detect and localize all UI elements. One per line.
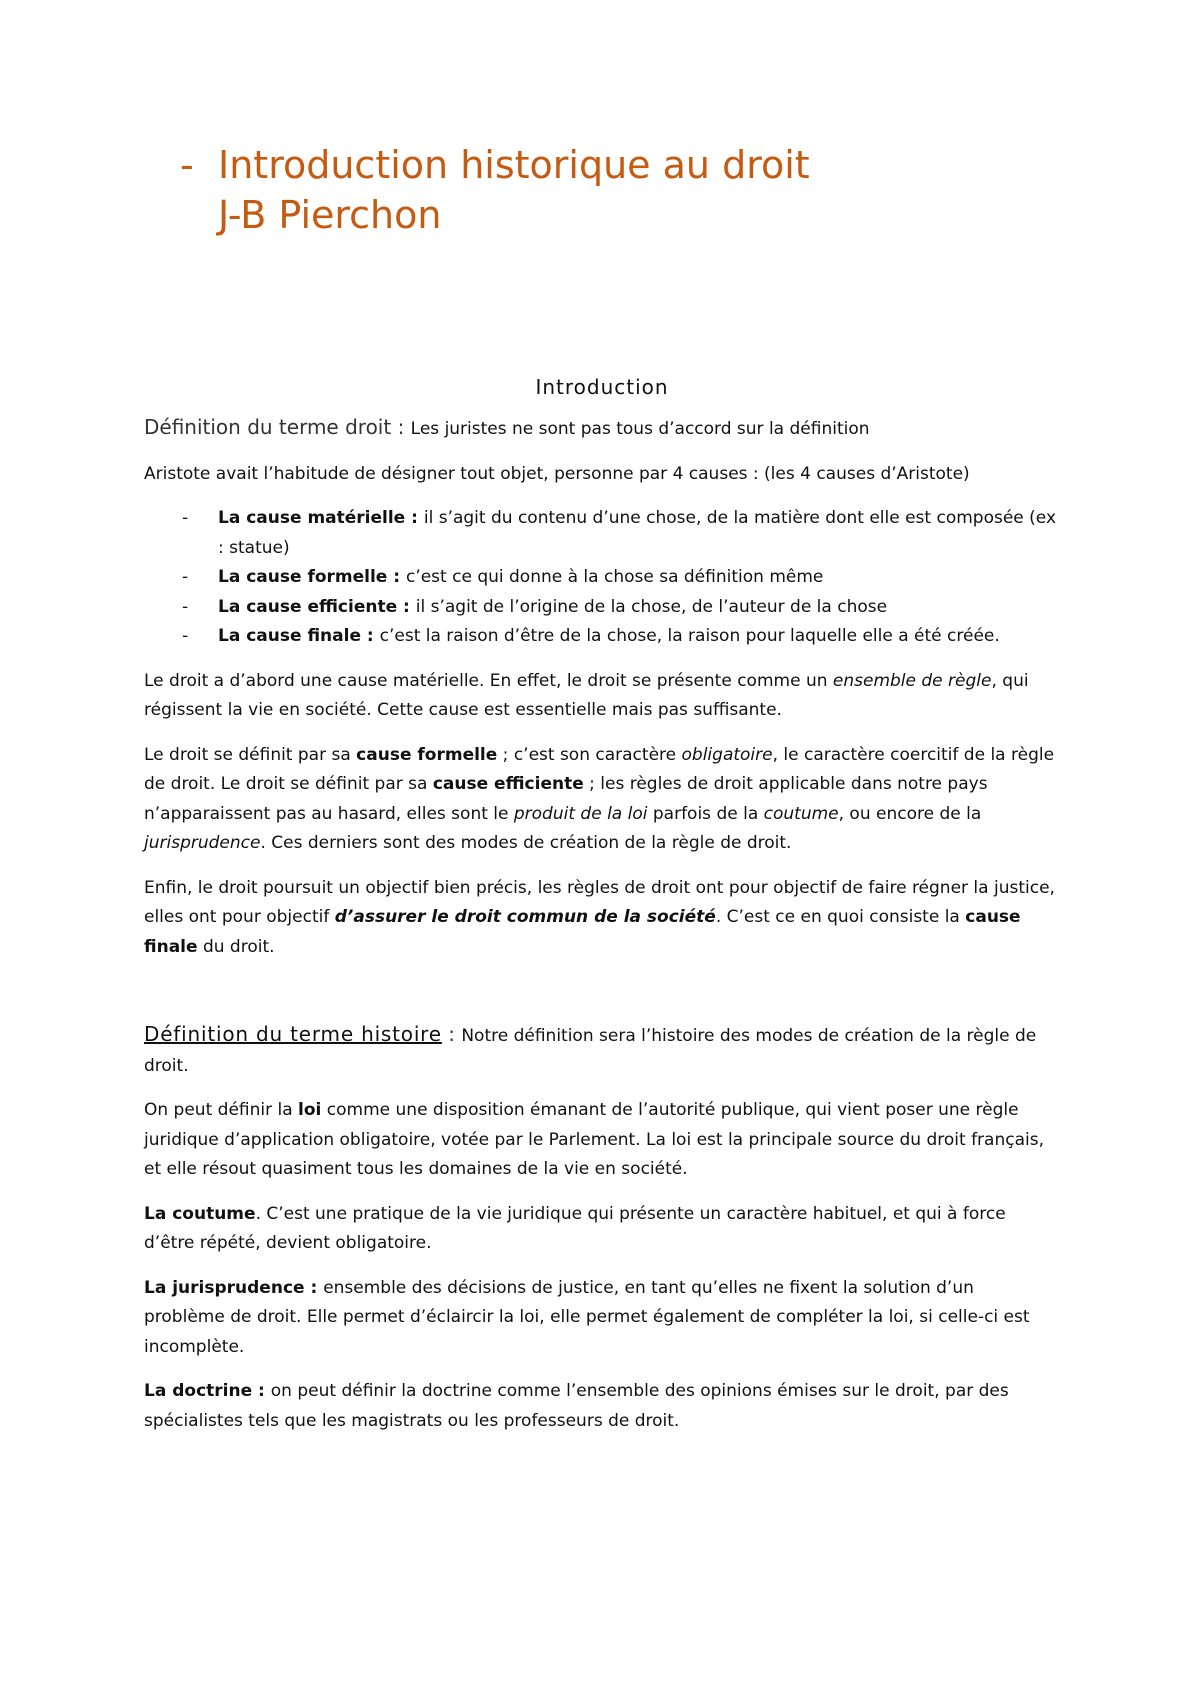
bold-run: cause finale	[144, 907, 1021, 957]
paragraph-coutume	[144, 1200, 1060, 1259]
document-body	[144, 373, 1060, 1451]
text-run: Enfin, le droit poursuit un objectif bien précis, les règles de droit ont pour objectif de faire régner la justice, elles ont pour objectif	[144, 877, 1055, 927]
definition-histoire-text: Notre définition sera l’histoire des modes de création de la règle de droit.	[144, 1026, 1037, 1076]
text-run: , qui régissent la vie en société. Cette cause est essentielle mais pas suffisante.	[144, 670, 1029, 720]
text-run: , le caractère coercitif de la règle de droit. Le droit se définit par sa	[144, 744, 1055, 794]
text-run: . C’est ce en quoi consiste la	[715, 907, 966, 927]
document-title	[180, 140, 810, 240]
text-run: comme une disposition émanant de l’autorité publique, qui vient poser une règle juridique d’application obligatoire, votée par le Parlement. La loi est la principale source du droit français, et elle résout quasiment tous les domaines de la vie en société.	[144, 1100, 1044, 1179]
text-run: ; c’est son caractère	[497, 744, 682, 765]
cause-text: c’est la raison d’être de la chose, la raison pour laquelle elle a été créée.	[379, 626, 1000, 646]
cause-separator: :	[387, 567, 406, 587]
title-dash: -	[180, 143, 194, 187]
definition-histoire-label: Définition du terme histoire	[144, 1022, 442, 1046]
text-run: Le droit se définit par sa	[144, 744, 357, 765]
text-run: On peut définir la	[144, 1100, 299, 1120]
bold-run: La jurisprudence	[144, 1277, 305, 1298]
list-item	[144, 593, 1060, 623]
cause-separator: :	[397, 596, 416, 617]
bold-run: cause formelle	[356, 744, 498, 765]
definition-droit-text: Les juristes ne sont pas tous d’accord sur la définition	[410, 419, 870, 439]
text-run: Le droit a d’abord une cause matérielle. En effet, le droit se présente comme un	[144, 670, 833, 691]
definition-histoire	[144, 1020, 1060, 1081]
paragraph-cause-finale	[144, 874, 1060, 963]
cause-term: La cause formelle	[218, 567, 388, 587]
bullet-dash: -	[182, 567, 189, 587]
text-run: ensemble des décisions de justice, en tant qu’elles ne fixent la solution d’un problème de droit. Elle permet d’éclaircir la loi, elle permet également de compléter la loi, si celle-ci est incomplète.	[144, 1277, 1030, 1357]
italic-run: obligatoire	[681, 744, 773, 765]
paragraph-cause-materielle	[144, 667, 1060, 726]
cause-term: La cause finale	[218, 626, 361, 646]
bold-run: La doctrine	[144, 1381, 253, 1401]
section-spacer	[144, 977, 1060, 1020]
cause-separator: :	[405, 508, 424, 528]
italic-run: ensemble de règle	[832, 670, 992, 691]
italic-run: jurisprudence	[144, 833, 261, 853]
definition-droit-label: Définition du terme droit	[144, 415, 392, 439]
paragraph-loi	[144, 1096, 1060, 1185]
cause-term: La cause efficiente	[218, 596, 398, 617]
list-item	[144, 563, 1060, 593]
aristote-paragraph: Aristote avait l’habitude de désigner tout objet, personne par 4 causes : (les 4 causes d’Aristote)	[144, 463, 970, 484]
definition-droit	[144, 413, 1060, 445]
bold-run: cause efficiente	[432, 774, 584, 794]
text-run: , ou encore de la	[838, 803, 982, 824]
bold-separator: :	[252, 1381, 271, 1401]
cause-separator: :	[360, 626, 380, 646]
text-run: ; les règles de droit applicable dans notre pays n’apparaissent pas au hasard, elles sont le	[144, 774, 988, 824]
italic-run: coutume	[763, 803, 839, 824]
italic-run: produit de la loi	[513, 803, 648, 824]
text-run: on peut définir la doctrine comme l’ensemble des opinions émises sur le droit, par des spécialistes tels que les magistrats ou les professeurs de droit.	[144, 1381, 1009, 1431]
title-line-2: J-B Pierchon	[218, 193, 442, 237]
bullet-dash: -	[182, 596, 189, 617]
text-run: . Ces derniers sont des modes de création de la règle de droit.	[260, 833, 792, 853]
introduction-heading: Introduction	[535, 375, 669, 399]
cause-text: il s’agit de l’origine de la chose, de l’auteur de la chose	[415, 596, 888, 617]
text-run: parfois de la	[647, 803, 764, 824]
cause-text: il s’agit du contenu d’une chose, de la matière dont elle est composée (ex : statue)	[218, 508, 1057, 558]
cause-term: La cause matérielle	[218, 508, 406, 528]
bold-run: loi	[298, 1100, 322, 1120]
cause-text: c’est ce qui donne à la chose sa définition même	[405, 567, 824, 587]
bold-italic-run: d’assurer le droit commun de la société	[334, 907, 716, 927]
bullet-dash: -	[182, 508, 189, 528]
bullet-dash: -	[182, 626, 189, 646]
paragraph-doctrine	[144, 1377, 1060, 1436]
text-run: du droit.	[197, 936, 275, 957]
bold-separator: :	[304, 1277, 324, 1298]
text-run: . C’est une pratique de la vie juridique qui présente un caractère habituel, et qui à force d’être répété, devient obligatoire.	[144, 1203, 1006, 1253]
definition-droit-separator: :	[391, 415, 411, 439]
list-item	[144, 504, 1060, 563]
definition-histoire-separator: :	[441, 1022, 462, 1046]
list-item	[144, 622, 1060, 652]
paragraph-jurisprudence	[144, 1274, 1060, 1363]
bold-run: La coutume	[144, 1203, 256, 1224]
causes-list	[144, 504, 1060, 652]
paragraph-cause-formelle	[144, 741, 1060, 859]
title-line-1: Introduction historique au droit	[218, 143, 810, 187]
